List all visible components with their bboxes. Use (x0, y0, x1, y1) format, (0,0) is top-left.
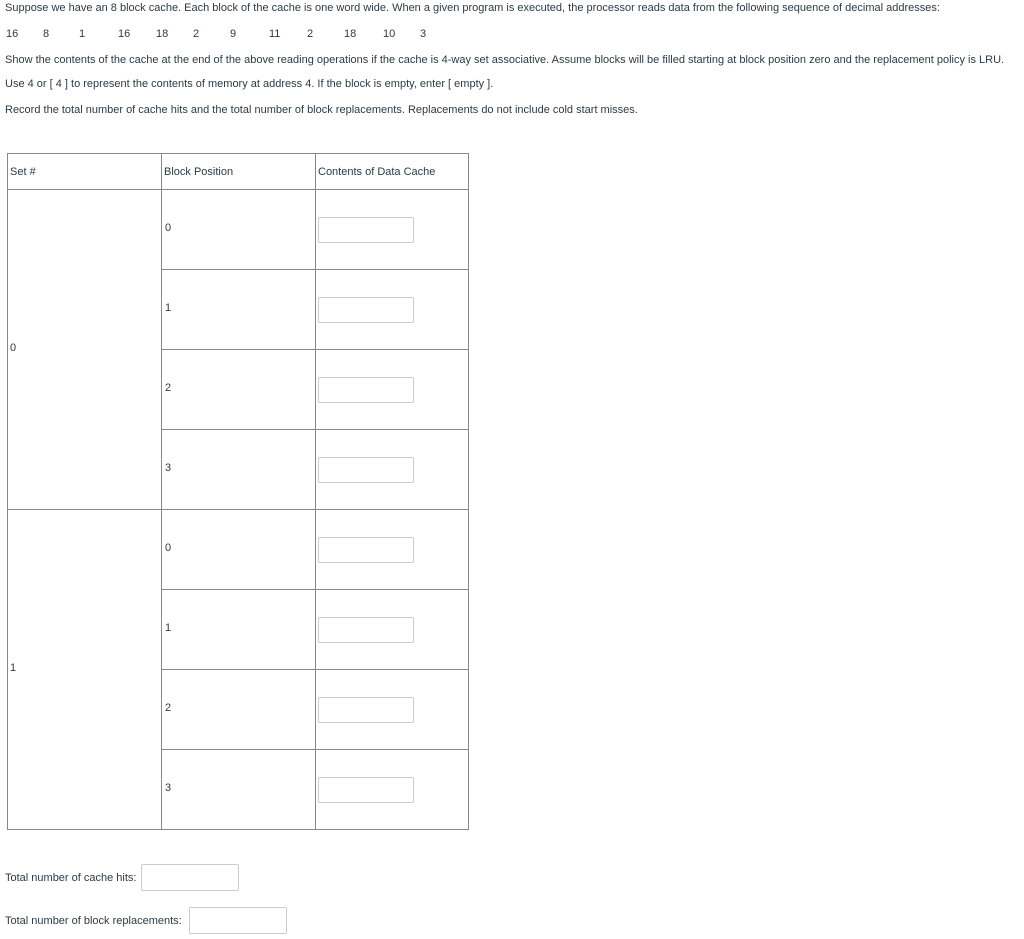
set-label: 0 (10, 342, 17, 354)
block-position-cell (162, 350, 316, 430)
address-item: 9 (230, 28, 237, 40)
block-position-cell (162, 590, 316, 670)
table-row (8, 510, 469, 590)
block-position-label: 0 (165, 542, 172, 554)
header-contents: Contents of Data Cache (316, 154, 469, 190)
block-position-label: 1 (165, 302, 172, 314)
table-header-row (8, 154, 469, 190)
address-item: 1 (79, 28, 86, 40)
block-position-cell (162, 430, 316, 510)
contents-cell (316, 670, 469, 750)
address-item: 2 (193, 28, 200, 40)
contents-cell (316, 750, 469, 830)
contents-cell (316, 430, 469, 510)
question-instructions: Show the contents of the cache at the end of the above reading operations if the cache is 4-way set associative. Assume blocks will be filled starting at block position zero and the replacement policy is LRU. (5, 54, 1005, 66)
contents-cell (316, 190, 469, 270)
block-position-label: 2 (165, 382, 172, 394)
block-position-label: 3 (165, 462, 172, 474)
block-position-label: 3 (165, 782, 172, 794)
cache-content-input[interactable] (318, 537, 414, 563)
block-replacements-label: Total number of block replacements: (5, 915, 182, 927)
address-item: 3 (420, 28, 427, 40)
address-item: 16 (6, 28, 19, 40)
address-item: 18 (344, 28, 357, 40)
cache-content-input[interactable] (318, 777, 414, 803)
record-note: Record the total number of cache hits and the total number of block replacements. Replacements do not include cold start misses. (5, 104, 638, 116)
address-item: 11 (269, 28, 281, 40)
question-intro: Suppose we have an 8 block cache. Each block of the cache is one word wide. When a given program is executed, the processor reads data from the following sequence of decimal addresses: (5, 2, 940, 14)
address-item: 18 (156, 28, 169, 40)
cache-table (7, 153, 469, 830)
set-cell (8, 510, 162, 830)
block-position-cell (162, 270, 316, 350)
address-item: 8 (43, 28, 50, 40)
contents-cell (316, 350, 469, 430)
table-row (8, 190, 469, 270)
cache-content-input[interactable] (318, 697, 414, 723)
header-block-position: Block Position (162, 154, 316, 190)
block-position-cell (162, 510, 316, 590)
cache-content-input[interactable] (318, 377, 414, 403)
cache-hits-input[interactable] (141, 864, 239, 891)
cache-content-input[interactable] (318, 457, 414, 483)
set-cell (8, 190, 162, 510)
block-position-cell (162, 190, 316, 270)
block-position-label: 2 (165, 702, 172, 714)
format-note: Use 4 or [ 4 ] to represent the contents of memory at address 4. If the block is empty, enter [ empty ]. (5, 78, 494, 90)
address-item: 2 (307, 28, 314, 40)
block-position-cell (162, 750, 316, 830)
cache-content-input[interactable] (318, 217, 414, 243)
block-position-cell (162, 670, 316, 750)
contents-cell (316, 510, 469, 590)
set-label: 1 (10, 662, 17, 674)
address-item: 10 (383, 28, 396, 40)
cache-hits-label: Total number of cache hits: (5, 872, 137, 884)
header-set: Set # (8, 154, 162, 190)
contents-cell (316, 590, 469, 670)
block-position-label: 0 (165, 222, 172, 234)
block-position-label: 1 (165, 622, 172, 634)
block-replacements-input[interactable] (189, 907, 287, 934)
cache-content-input[interactable] (318, 297, 414, 323)
contents-cell (316, 270, 469, 350)
cache-content-input[interactable] (318, 617, 414, 643)
address-item: 16 (118, 28, 131, 40)
